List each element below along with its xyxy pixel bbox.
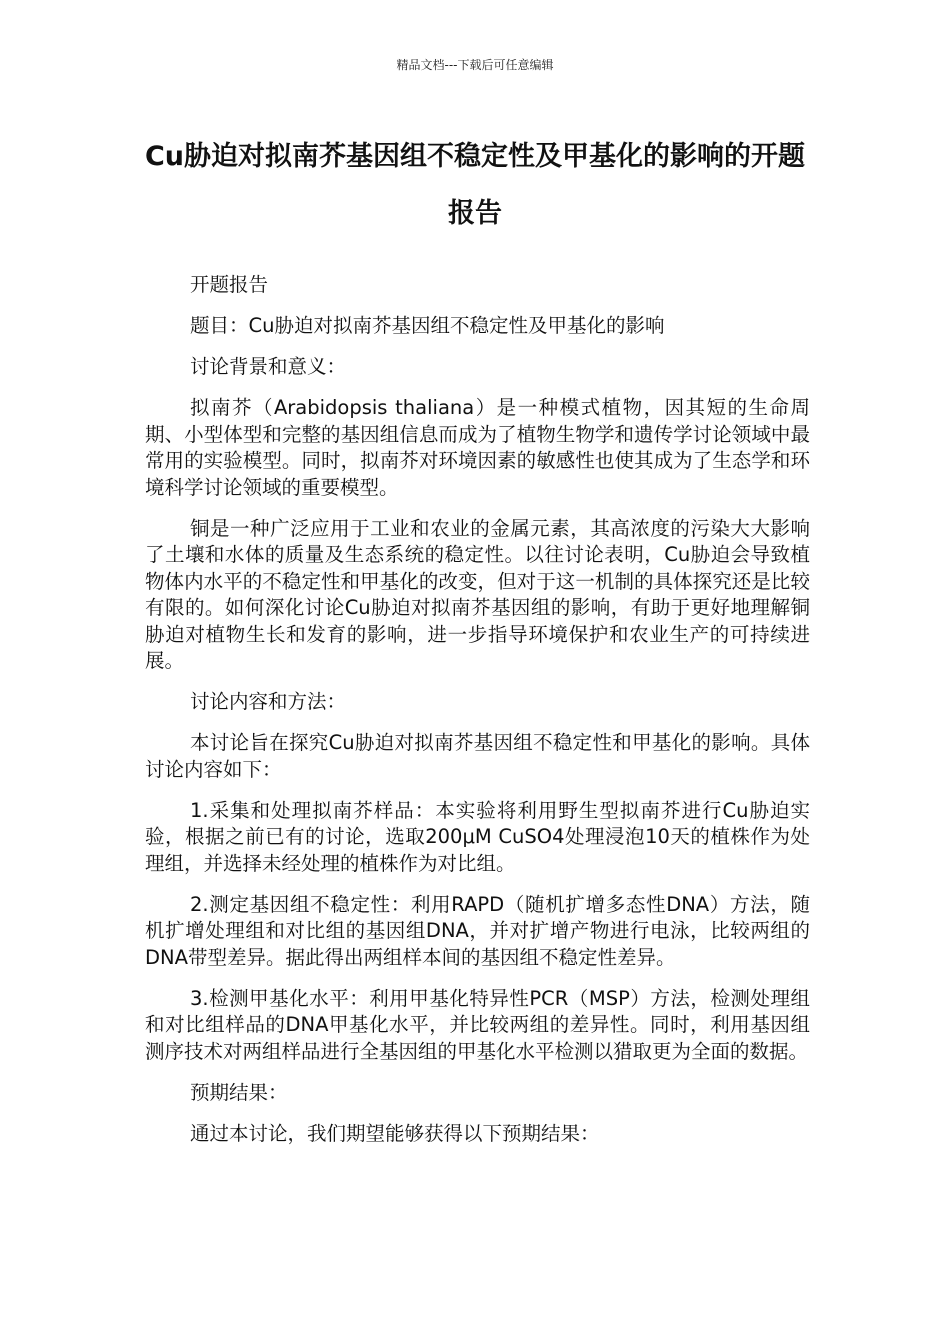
method-item-2: 2.测定基因组不稳定性：利用RAPD（随机扩增多态性DNA）方法，随机扩增处理组和对比组的基因组DNA，并对扩增产物进行电泳，比较两组的DNA带型差异。据此得出两组样本间的基因组不稳定性差异。: [145, 892, 810, 969]
paragraph-aim: 本讨论旨在探究Cu胁迫对拟南芥基因组不稳定性和甲基化的影响。具体讨论内容如下：: [145, 731, 810, 781]
paragraph-copper: 铜是一种广泛应用于工业和农业的金属元素，其高浓度的污染大大影响了土壤和水体的质量及生态系统的稳定性。以往讨论表明，Cu胁迫会导致植物体内水平的不稳定性和甲基化的改变，但对于这一机制的具体探究还是比较有限的。如何深化讨论Cu胁迫对拟南芥基因组的影响，有助于更好地理解铜胁迫对植物生长和发育的影响，进一步指导环境保护和农业生产的可持续进展。: [145, 516, 810, 672]
section-heading-methods: 讨论内容和方法：: [190, 690, 347, 713]
paragraph-expected-intro: 通过本讨论，我们期望能够获得以下预期结果：: [190, 1121, 600, 1145]
method-item-3: 3.检测甲基化水平：利用甲基化特异性PCR（MSP）方法，检测处理组和对比组样品的DNA甲基化水平，并比较两组的差异性。同时，利用基因组测序技术对两组样品进行全基因组的甲基化水平检测以猎取更为全面的数据。: [145, 986, 810, 1063]
document-title: Cu胁迫对拟南芥基因组不稳定性及甲基化的影响的开题报告: [144, 141, 806, 229]
section-label-report: 开题报告: [190, 273, 269, 296]
document-body: [145, 272, 810, 1162]
page-header: 精品文档---下载后可任意编辑: [396, 58, 554, 72]
section-heading-background: 讨论背景和意义：: [190, 355, 347, 378]
method-item-1: 1.采集和处理拟南芥样品：本实验将利用野生型拟南芥进行Cu胁迫实验，根据之前已有的讨论，选取200μM CuSO4处理浸泡10天的植株作为处理组，并选择未经处理的植株作为对比组。: [145, 798, 810, 875]
section-heading-expected: 预期结果：: [190, 1080, 288, 1104]
topic-line: 题目：Cu胁迫对拟南芥基因组不稳定性及甲基化的影响: [190, 314, 665, 337]
paragraph-arabidopsis: 拟南芥（Arabidopsis thaliana）是一种模式植物，因其短的生命周期、小型体型和完整的基因组信息而成为了植物生物学和遗传学讨论领域中最常用的实验模型。同时，拟南芥对环境因素的敏感性也使其成为了生态学和环境科学讨论领域的重要模型。: [145, 396, 810, 499]
